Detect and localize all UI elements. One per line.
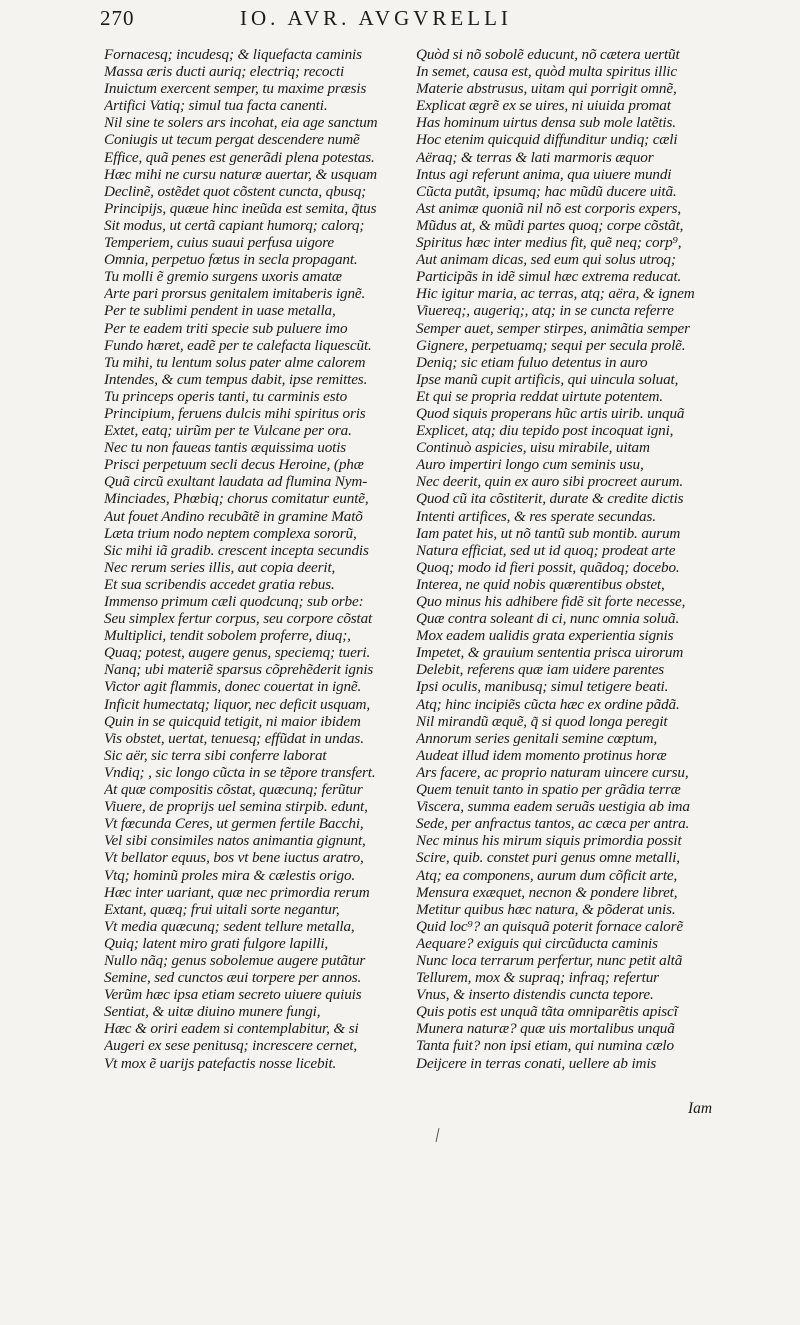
- verse-line: Mox eadem ualidis grata experientia signis: [416, 627, 674, 645]
- verse-line: Et qui se propria reddat uirtute potentem.: [416, 387, 663, 405]
- running-head: IO. AVR. AVGVRELLI: [240, 6, 512, 30]
- verse-line: Vtq; hominũ proles mira & cælestis origo.: [104, 866, 356, 884]
- stray-ink-mark: [436, 1128, 440, 1142]
- verse-line: Quiq; latent miro grati fulgore lapilli,: [104, 934, 329, 952]
- verse-line: At quæ compositis cõstat, quæcunq; ferũtur: [104, 781, 363, 799]
- verse-line: Hæc mihi ne cursu naturæ auertar, & usquam: [104, 165, 377, 183]
- verse-line: Scire, quib. constet puri genus omne metalli,: [416, 849, 680, 867]
- verse-line: Tu mihi, tu lentum solus pater alme calorem: [104, 353, 366, 371]
- verse-line: Verũm hæc ipsa etiam secreto uiuere quiuis: [104, 986, 362, 1004]
- verse-line: Inuictum exercent semper, tu maxime præsis: [104, 80, 367, 98]
- verse-line: Atq; ea componens, aurum dum cõficit arte,: [416, 866, 678, 884]
- verse-line: Semper auet, semper stirpes, animãtia semper: [416, 319, 690, 337]
- verse-line: Sede, per anfractus tantos, ac cæca per antra.: [416, 815, 690, 833]
- verse-line: In semet, causa est, quòd multa spiritus illic: [416, 63, 677, 81]
- verse-line: Iam patet his, ut nõ tantũ sub montib. aurum: [416, 524, 681, 542]
- verse-line: Nil mirandũ æquẽ, q̃ si quod longa peregit: [416, 712, 668, 730]
- verse-line: Tellurem, mox & supraq; infraq; refertur: [416, 969, 659, 987]
- verse-line: Et sua scribendis accedet gratia rebus.: [104, 575, 335, 593]
- verse-line: Vel sibi consimiles natos animantia gignunt,: [104, 832, 366, 850]
- verse-line: Aut animam dicas, sed eum qui solus utroq;: [416, 251, 676, 269]
- verse-line: Læta trium nodo neptem complexa sororũ,: [104, 524, 357, 542]
- verse-line: Vt fœcunda Ceres, ut germen fertile Bacchi,: [104, 815, 364, 833]
- verse-line: Spiritus hæc inter medius fit, quẽ neq; corp⁹,: [416, 234, 682, 252]
- verse-line: Semine, sed cunctos æui torpere per annos.: [104, 969, 362, 987]
- verse-line: Quis potis est unquã tãta omniparẽtis apiscĩ: [416, 1003, 678, 1021]
- verse-line: Ipsi oculis, manibusq; simul tetigere beati.: [416, 678, 669, 696]
- verse-line: Explicet, atq; diu tepido post incoquat igni,: [416, 422, 674, 440]
- verse-line: Ars facere, ac proprio naturam uincere cursu,: [416, 763, 689, 781]
- verse-line: Per te sublimi pendent in uase metalla,: [104, 302, 336, 320]
- verse-line: Declinẽ, ostẽdet quot cõstent cuncta, qbusq;: [104, 182, 367, 200]
- left-column: [104, 46, 412, 1072]
- verse-line: Hoc etenim quicquid diffunditur undiq; cæli: [416, 131, 678, 149]
- verse-line: Effice, quã penes est generãdi plena potestas.: [104, 148, 375, 166]
- verse-line: Viuere, de proprijs uel semina stirpib. edunt,: [104, 798, 368, 816]
- verse-line: Mũdus at, & mũdi partes quoq; corpe cõstãt,: [416, 216, 684, 234]
- verse-line: Vt bellator equus, bos vt bene iuctus aratro,: [104, 849, 364, 867]
- verse-line: Hæc inter uariant, quæ nec primordia rerum: [104, 883, 370, 901]
- verse-line: Aut fouet Andino recubãtẽ in gramine Matõ: [104, 507, 363, 525]
- verse-line: Quoq; modo id fieri possit, quãdoq; docebo.: [416, 558, 680, 576]
- verse-line: Interea, ne quid nobis quærentibus obstet,: [416, 575, 665, 593]
- verse-line: Participãs in idẽ simul hæc extrema reducat.: [416, 268, 682, 286]
- verse-line: Impetet, & grauium sententia prisca uirorum: [416, 644, 684, 662]
- verse-line: Quaq; potest, augere genus, speciemq; tueri.: [104, 644, 371, 662]
- verse-line: Tanta fuit? non ipsi etiam, qui numina cælo: [416, 1037, 674, 1055]
- verse-line: Sit modus, ut certã capiant humorq; calorq;: [104, 216, 365, 234]
- verse-line: Quod siquis properans hũc artis uirib. unquã: [416, 404, 685, 422]
- verse-line: Aequare? exiguis qui circũducta caminis: [416, 934, 658, 952]
- verse-line: Temperiem, cuius suaui perfusa uigore: [104, 234, 334, 252]
- verse-line: Hæc & oriri eadem si contemplabitur, & si: [104, 1020, 359, 1038]
- verse-line: Sentiat, & uitæ diuino munere fungi,: [104, 1003, 321, 1021]
- verse-line: Tu molli ẽ gremio surgens uxoris amatæ: [104, 268, 342, 286]
- verse-line: Audeat illud idem momento protinus horæ: [416, 746, 667, 764]
- verse-line: Seu simplex fertur corpus, seu corpore cõstat: [104, 610, 373, 628]
- verse-line: Viscera, summa eadem seruãs uestigia ab ima: [416, 798, 690, 816]
- verse-line: Multiplici, tendit sobolem proferre, diuq;,: [104, 627, 351, 645]
- page-number: 270: [100, 6, 135, 30]
- verse-line: Intendes, & cum tempus dabit, ipse remittes.: [104, 370, 368, 388]
- verse-line: Continuò aspicies, uisu mirabile, uitam: [416, 439, 650, 457]
- verse-line: Mensura exæquet, necnon & pondere libret,: [416, 883, 678, 901]
- verse-line: Artifici Vatiq; simul tua facta canenti.: [104, 97, 328, 115]
- verse-line: Munera naturæ? quæ uis mortalibus unquã: [416, 1020, 675, 1038]
- verse-line: Viuereq;, augeriq;, atq; in se cuncta referre: [416, 302, 674, 320]
- verse-line: Minciades, Phœbiq; chorus comitatur euntẽ,: [104, 490, 369, 508]
- verse-line: Omnia, perpetuo fœtus in secla propagant.: [104, 251, 358, 269]
- verse-line: Vt mox ẽ uarijs patefactis nosse licebit.: [104, 1054, 337, 1072]
- verse-line: Fornacesq; incudesq; & liquefacta caminis: [104, 46, 362, 63]
- verse-line: Tu princeps operis tanti, tu carminis esto: [104, 387, 348, 405]
- verse-line: Sic mihi iã gradib. crescent incepta secundis: [104, 541, 369, 559]
- verse-line: Extet, eatq; uirũm per te Vulcane per ora.: [104, 422, 352, 440]
- page-header: [100, 6, 720, 36]
- verse-line: Intenti artifices, & res sperate secundas.: [416, 507, 656, 525]
- verse-line: Materie abstrusus, uitam qui porrigit omnẽ,: [416, 80, 677, 98]
- verse-line: Nec tu non faueas tantis æquissima uotis: [104, 439, 347, 457]
- verse-line: Victor agit flammis, donec couertat in ignẽ.: [104, 678, 362, 696]
- verse-line: Principijs, quæue hinc ineũda est semita, q̃tus: [104, 199, 377, 217]
- right-column: [416, 46, 716, 1072]
- verse-line: Quod cũ ita cõstiterit, durate & credite dictis: [416, 490, 684, 508]
- verse-line: Delebit, referens quæ iam uidere parentes: [416, 661, 665, 679]
- verse-line: Vis obstet, uertat, tenuesq; effũdat in undas.: [104, 729, 364, 747]
- verse-line: Metitur quibus hæc natura, & põderat unis.: [416, 900, 676, 918]
- verse-line: Intus agi referunt anima, qua uiuere mundi: [416, 165, 672, 183]
- verse-line: Ipse manũ cupit artificis, qui uincula soluat,: [416, 370, 679, 388]
- verse-line: Nil sine te solers ars incohat, eia age sanctum: [104, 114, 378, 132]
- verse-line: Inficit humectatq; liquor, nec deficit usquam,: [104, 695, 370, 713]
- verse-line: Arte pari prorsus genitalem imitaberis ignẽ.: [104, 285, 366, 303]
- verse-line: Per te eadem triti specie sub puluere imo: [104, 319, 348, 337]
- verse-line: Quã circũ exultant laudata ad flumina Nym-: [104, 473, 368, 491]
- verse-line: Quòd si nõ sobolẽ educunt, nõ cætera uertũt: [416, 46, 680, 63]
- verse-line: Hic igitur maria, ac terras, atq; aëra, & ignem: [416, 285, 695, 303]
- verse-line: Nec minus his mirum siquis primordia possit: [416, 832, 682, 850]
- verse-line: Vnus, & inserto distendis cuncta tepore.: [416, 986, 654, 1004]
- verse-line: Nullo nãq; genus sobolemue augere putãtur: [104, 951, 366, 969]
- verse-line: Vt media quæcunq; sedent tellure metalla,: [104, 917, 355, 935]
- verse-line: Quid loc⁹? an quisquã poterit fornace calorẽ: [416, 917, 683, 935]
- verse-line: Quæ contra soleant di ci, nunc omnia soluã.: [416, 610, 680, 628]
- catchword: Iam: [688, 1100, 713, 1117]
- verse-line: Immenso primum cæli quodcunq; sub orbe:: [104, 593, 364, 610]
- verse-line: Extant, quæq; frui uitali sorte negantur,: [104, 900, 340, 918]
- verse-line: Explicat ægrẽ ex se uires, ni uiuida promat: [416, 97, 671, 115]
- verse-line: Augeri ex sese penitusq; increscere cernet,: [104, 1037, 358, 1055]
- verse-line: Quin in se quicquid tetigit, ni maior ibidem: [104, 712, 361, 730]
- verse-line: Cũcta putãt, ipsumq; hac mũdũ ducere uitã.: [416, 182, 677, 200]
- verse-line: Atq; hinc incipiẽs cũcta hæc ex ordine pãdã.: [416, 695, 680, 713]
- verse-line: Sic aër, sic terra sibi conferre laborat: [104, 746, 327, 764]
- verse-line: Quem tenuit tanto in spatio per grãdia terræ: [416, 781, 681, 799]
- verse-line: Principium, feruens dulcis mihi spiritus oris: [104, 404, 366, 422]
- verse-line: Nanq; ubi materiẽ sparsus cõprehẽderit ignis: [104, 661, 374, 679]
- verse-line: Prisci perpetuum secli decus Heroine, (phæ: [104, 456, 364, 474]
- verse-line: Vndiq; , sic longo cũcta in se tẽpore transfert.: [104, 763, 376, 781]
- verse-line: Fundo hæret, eadẽ per te calefacta liquescũt.: [104, 336, 372, 354]
- verse-line: Has hominum uirtus densa sub mole latẽtis.: [416, 114, 676, 132]
- verse-line: Quo minus his adhibere fidẽ sit forte necesse,: [416, 593, 686, 610]
- verse-line: Natura efficiat, sed ut id quoq; prodeat arte: [416, 541, 676, 559]
- verse-line: Nunc loca terrarum perfertur, nunc petit altã: [416, 951, 683, 969]
- verse-line: Gignere, perpetuamq; sequi per secula prolẽ.: [416, 336, 686, 354]
- verse-line: Auro impertiri longo cum seminis usu,: [416, 456, 644, 474]
- verse-line: Ast animæ quoniã nil nõ est corporis expers,: [416, 199, 682, 217]
- verse-line: Aëraq; & terras & lati marmoris æquor: [416, 148, 654, 166]
- verse-line: Nec rerum series illis, aut copia deerit,: [104, 558, 336, 576]
- verse-line: Deniq; sic etiam fuluo detentus in auro: [416, 353, 648, 371]
- verse-line: Coniugis ut tecum pergat descendere numẽ: [104, 131, 360, 149]
- verse-line: Nec deerit, quin ex auro sibi procreet aurum.: [416, 473, 683, 491]
- verse-line: Deijcere in terras conati, uellere ab imis: [416, 1054, 657, 1072]
- verse-line: Massa æris ducti auriq; electriq; recocti: [104, 63, 345, 81]
- verse-line: Annorum series genitali semine cœptum,: [416, 729, 658, 747]
